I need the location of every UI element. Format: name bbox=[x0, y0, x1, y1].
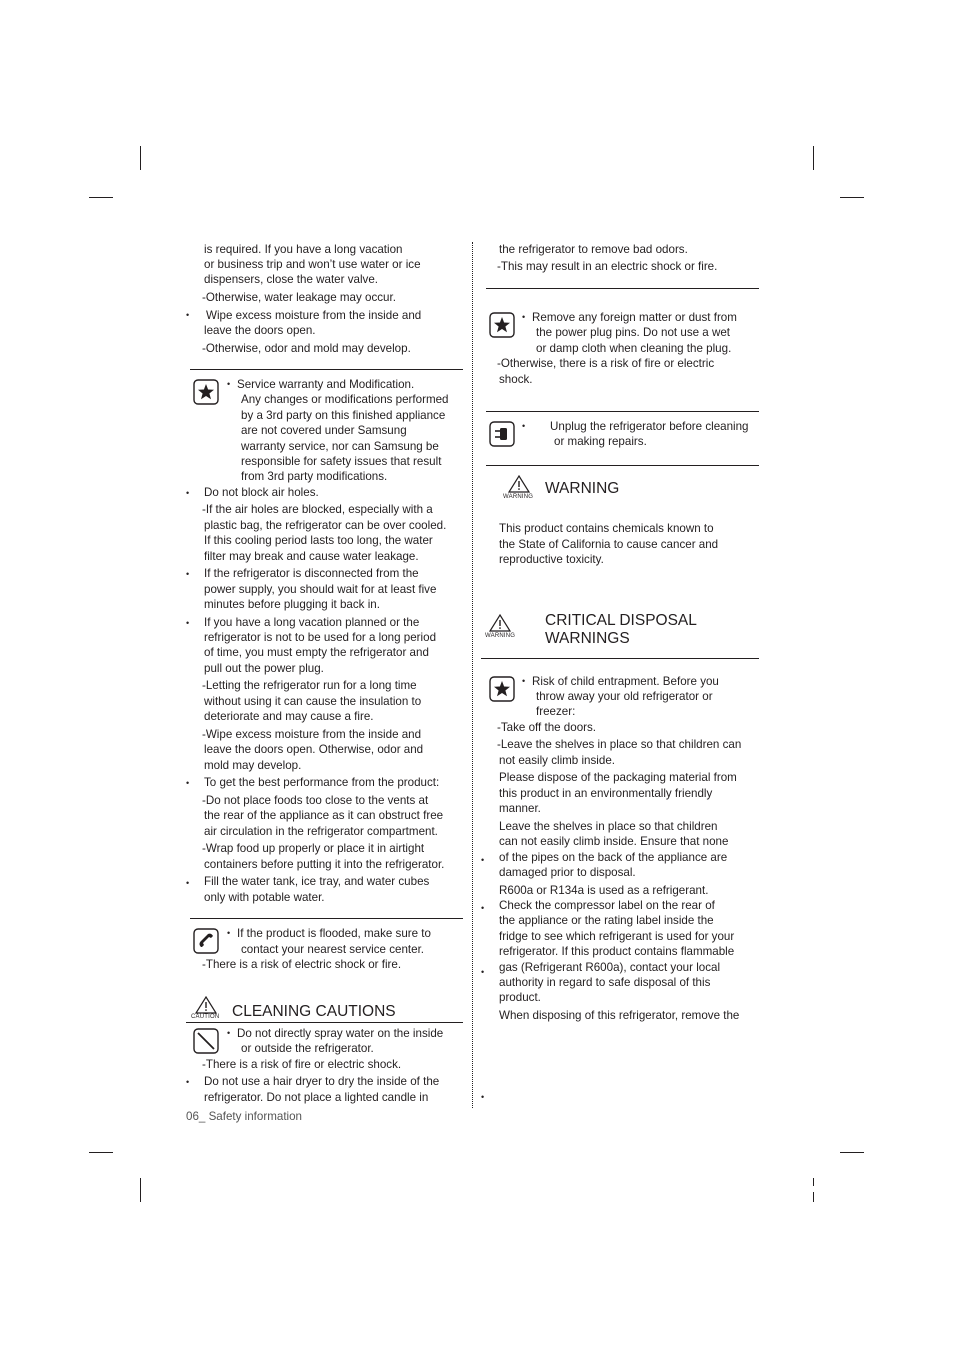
body-line: -If the air holes are blocked, especially with a bbox=[202, 503, 433, 516]
body-line: warranty service, nor can Samsung be bbox=[241, 440, 439, 453]
section-rule bbox=[486, 465, 759, 466]
body-line: filter may break and cause water leakage. bbox=[204, 550, 419, 563]
body-line: -Leave the shelves in place so that children can bbox=[497, 738, 742, 751]
bullet: • bbox=[481, 967, 485, 977]
body-line: -Do not place foods too close to the vents at bbox=[202, 794, 429, 807]
body-line: refrigerator. If this product contains flammable bbox=[499, 945, 735, 958]
body-line: minutes before plugging it back in. bbox=[204, 598, 380, 611]
crop-mark bbox=[840, 1152, 864, 1153]
warning-heading: WARNING bbox=[545, 480, 620, 497]
body-line: by a 3rd party on this finished appliance bbox=[241, 409, 446, 422]
body-line: or damp cloth when cleaning the plug. bbox=[536, 342, 732, 355]
body-line: reproductive toxicity. bbox=[499, 553, 604, 566]
body-line: gas (Refrigerant R600a), contact your local bbox=[499, 961, 721, 974]
body-line: the State of California to cause cancer and bbox=[499, 538, 719, 551]
body-line: Leave the shelves in place so that children bbox=[499, 820, 718, 833]
body-line: Do not directly spray water on the inside bbox=[237, 1027, 444, 1040]
body-line: dispensers, close the water valve. bbox=[204, 273, 378, 286]
body-line: pull out the power plug. bbox=[204, 662, 324, 675]
body-line: Risk of child entrapment. Before you bbox=[532, 675, 719, 688]
critical-heading: CRITICAL DISPOSAL bbox=[545, 612, 697, 629]
crop-mark bbox=[813, 1178, 814, 1186]
bullet: • bbox=[186, 1077, 190, 1087]
bullet: • bbox=[522, 312, 526, 322]
body-line: the appliance or the rating label inside the bbox=[499, 914, 714, 927]
crop-mark bbox=[840, 197, 864, 198]
body-line: refrigerator is not to be used for a long period bbox=[204, 631, 437, 644]
body-line: authority in regard to safe disposal of this bbox=[499, 976, 711, 989]
body-line: This product contains chemicals known to bbox=[499, 522, 714, 535]
bullet: • bbox=[186, 878, 190, 888]
bullet: • bbox=[227, 1028, 231, 1038]
body-line: plastic bag, the refrigerator can be over cooled. bbox=[204, 519, 447, 532]
bullet: • bbox=[522, 421, 526, 431]
body-line: damaged prior to disposal. bbox=[499, 866, 636, 879]
body-line: Do not use a hair dryer to dry the inside of the bbox=[204, 1075, 440, 1088]
body-line: only with potable water. bbox=[204, 891, 325, 904]
page-footer: 06_ Safety information bbox=[186, 1110, 303, 1123]
star-note-icon bbox=[489, 312, 515, 338]
bullet: • bbox=[186, 488, 190, 498]
body-line: -There is a risk of fire or electric shock. bbox=[202, 1058, 402, 1071]
body-line: leave the doors open. bbox=[204, 324, 316, 337]
body-line: Any changes or modifications performed bbox=[241, 393, 449, 406]
bullet: • bbox=[186, 778, 190, 788]
crop-mark bbox=[140, 146, 141, 170]
body-line: containers before putting it into the refrigerator. bbox=[204, 858, 445, 871]
body-line: fridge to see which refrigerant is used for your bbox=[499, 930, 735, 943]
body-line: -Wrap food up properly or place it in airtight bbox=[202, 842, 425, 855]
body-line: throw away your old refrigerator or bbox=[536, 690, 713, 703]
body-line: -Otherwise, water leakage may occur. bbox=[202, 291, 396, 304]
body-line: refrigerator. Do not place a lighted candle in bbox=[204, 1091, 429, 1104]
bullet: • bbox=[481, 903, 485, 913]
body-line: or making repairs. bbox=[554, 435, 647, 448]
body-line: of time, you must empty the refrigerator and bbox=[204, 646, 429, 659]
bullet: • bbox=[481, 1092, 485, 1102]
crop-mark bbox=[89, 197, 113, 198]
star-note-icon bbox=[489, 676, 515, 702]
body-line: When disposing of this refrigerator, remove the bbox=[499, 1009, 740, 1022]
column-divider bbox=[472, 242, 473, 1108]
body-line: or business trip and won’t use water or ice bbox=[204, 258, 421, 271]
warning-label: WARNING bbox=[503, 494, 534, 500]
section-rule bbox=[190, 369, 463, 370]
body-line: Do not block air holes. bbox=[204, 486, 319, 499]
body-line: Fill the water tank, ice tray, and water cubes bbox=[204, 875, 430, 888]
warning-triangle-icon bbox=[508, 475, 530, 493]
body-line: Service warranty and Modification. bbox=[237, 378, 415, 391]
bullet: • bbox=[186, 310, 190, 320]
section-rule bbox=[481, 658, 759, 659]
body-line: manner. bbox=[499, 802, 541, 815]
body-line: without using it can cause the insulation to bbox=[204, 695, 422, 708]
crop-mark bbox=[140, 1178, 141, 1202]
bullet: • bbox=[186, 569, 190, 579]
body-line: -Letting the refrigerator run for a long time bbox=[202, 679, 417, 692]
bullet: • bbox=[481, 855, 485, 865]
section-rule bbox=[486, 411, 759, 412]
bullet: • bbox=[186, 618, 190, 628]
warning-triangle-icon bbox=[489, 614, 511, 632]
bullet: • bbox=[522, 676, 526, 686]
body-line: shock. bbox=[499, 373, 533, 386]
body-line: Remove any foreign matter or dust from bbox=[532, 311, 737, 324]
body-line: If you have a long vacation planned or the bbox=[204, 616, 420, 629]
section-rule bbox=[486, 288, 759, 289]
plug-icon bbox=[489, 421, 515, 447]
crop-mark bbox=[813, 1192, 814, 1202]
critical-heading: WARNINGS bbox=[545, 630, 630, 647]
body-line: of the pipes on the back of the appliance are bbox=[499, 851, 728, 864]
body-line: deteriorate and may cause a fire. bbox=[204, 710, 374, 723]
bullet: • bbox=[227, 379, 231, 389]
body-line: freezer: bbox=[536, 705, 576, 718]
body-line: or outside the refrigerator. bbox=[241, 1042, 374, 1055]
warning-triangle-icon bbox=[195, 996, 217, 1014]
body-line: If the product is flooded, make sure to bbox=[237, 927, 431, 940]
body-line: Please dispose of the packaging material from bbox=[499, 771, 737, 784]
body-line: -Otherwise, odor and mold may develop. bbox=[202, 342, 411, 355]
body-line: Check the compressor label on the rear of bbox=[499, 899, 715, 912]
body-line: power supply, you should wait for at least five bbox=[204, 583, 437, 596]
caution-label: CAUTION bbox=[191, 1014, 220, 1020]
body-line: leave the doors open. Otherwise, odor and bbox=[204, 743, 424, 756]
body-line: the power plug pins. Do not use a wet bbox=[536, 326, 730, 339]
body-line: To get the best performance from the product: bbox=[204, 776, 440, 789]
warning-label: WARNING bbox=[485, 633, 516, 639]
cleaning-heading: CLEANING CAUTIONS bbox=[232, 1003, 396, 1020]
body-line: If this cooling period lasts too long, the water bbox=[204, 534, 433, 547]
body-line: -Otherwise, there is a risk of fire or electric bbox=[497, 357, 715, 370]
body-line: the rear of the appliance as it can obstruct free bbox=[204, 809, 444, 822]
body-line: Unplug the refrigerator before cleaning bbox=[550, 420, 749, 433]
body-line: not easily climb inside. bbox=[499, 754, 615, 767]
body-line: -There is a risk of electric shock or fire. bbox=[202, 958, 402, 971]
section-rule bbox=[186, 1022, 463, 1023]
no-spray-icon bbox=[193, 1028, 219, 1054]
bullet: • bbox=[227, 928, 231, 938]
crop-mark bbox=[813, 146, 814, 170]
body-line: is required. If you have a long vacation bbox=[204, 243, 403, 256]
body-line: -Take off the doors. bbox=[497, 721, 597, 734]
body-line: from 3rd party modifications. bbox=[241, 470, 388, 483]
body-line: If the refrigerator is disconnected from the bbox=[204, 567, 419, 580]
body-line: contact your nearest service center. bbox=[241, 943, 425, 956]
body-line: R600a or R134a is used as a refrigerant. bbox=[499, 884, 709, 897]
body-line: responsible for safety issues that result bbox=[241, 455, 442, 468]
body-line: can not easily climb inside. Ensure that none bbox=[499, 835, 729, 848]
section-rule bbox=[190, 918, 463, 919]
body-line: this product in an environmentally friendly bbox=[499, 787, 713, 800]
phone-icon bbox=[193, 928, 219, 954]
body-line: mold may develop. bbox=[204, 759, 302, 772]
body-line: -Wipe excess moisture from the inside and bbox=[202, 728, 422, 741]
body-line: product. bbox=[499, 991, 541, 1004]
crop-mark bbox=[89, 1152, 113, 1153]
body-line: Wipe excess moisture from the inside and bbox=[206, 309, 422, 322]
body-line: air circulation in the refrigerator compartment. bbox=[204, 825, 438, 838]
body-line: the refrigerator to remove bad odors. bbox=[499, 243, 688, 256]
body-line: are not covered under Samsung bbox=[241, 424, 407, 437]
star-note-icon bbox=[193, 379, 219, 405]
body-line: -This may result in an electric shock or fire. bbox=[497, 260, 718, 273]
